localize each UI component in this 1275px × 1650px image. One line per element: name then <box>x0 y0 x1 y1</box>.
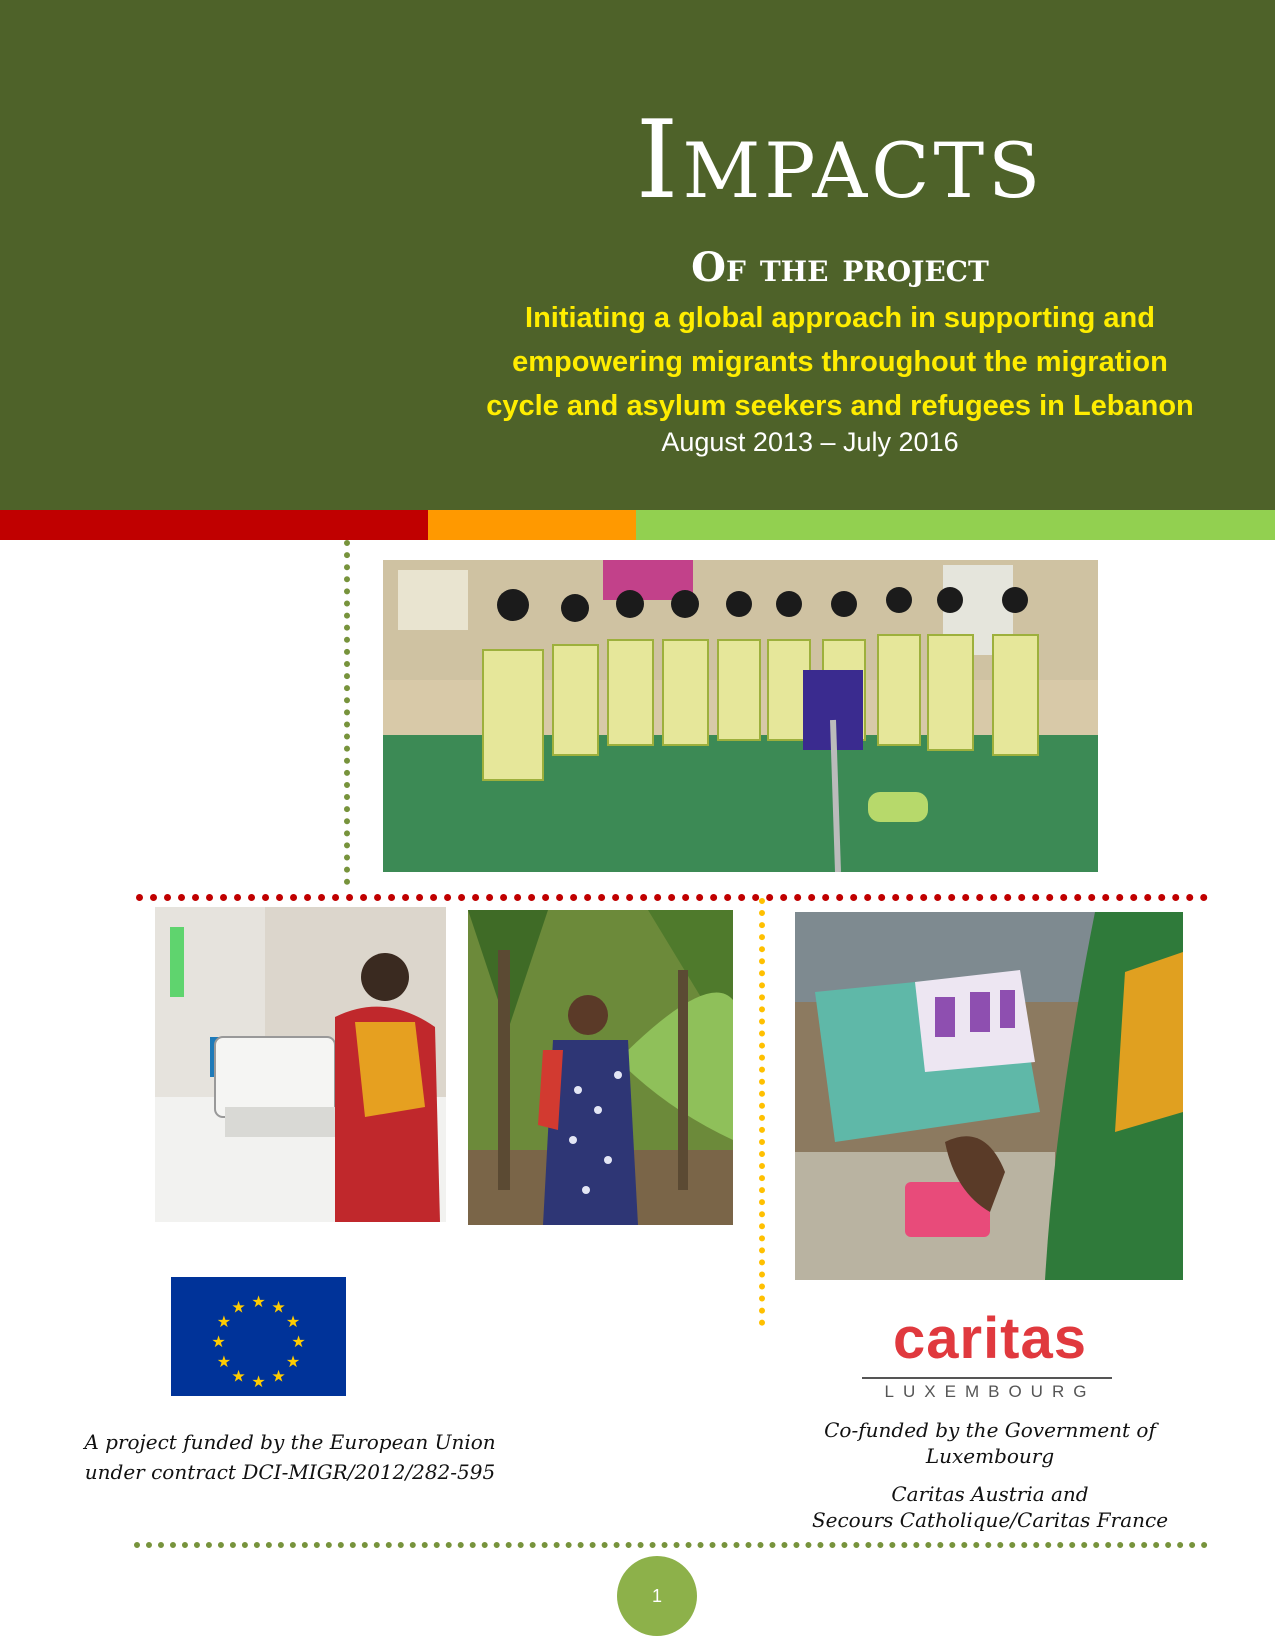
svg-text:★: ★ <box>285 1312 301 1331</box>
eu-stars <box>171 1277 346 1396</box>
svg-text:★: ★ <box>231 1297 246 1317</box>
booklet-photo <box>795 912 1183 1280</box>
divider-vertical-green <box>344 540 350 885</box>
training-group-photo <box>383 560 1098 872</box>
svg-text:★: ★ <box>251 1372 266 1391</box>
divider-horizontal-red <box>136 894 1208 901</box>
description-line: Initiating a global approach in supporting and <box>525 302 1155 334</box>
svg-text:★: ★ <box>271 1297 286 1317</box>
svg-text:★: ★ <box>291 1332 306 1351</box>
stripe-green <box>636 510 1275 540</box>
date-range: August 2013 – July 2016 <box>661 427 959 457</box>
svg-text:★: ★ <box>231 1366 246 1386</box>
stripe-red <box>0 510 428 540</box>
svg-text:★: ★ <box>285 1352 301 1371</box>
caritas-logo-rule <box>862 1377 1112 1379</box>
cofunding-caption <box>760 1417 1220 1533</box>
svg-text:★: ★ <box>216 1352 232 1371</box>
caritas-logo-country: LUXEMBOURG <box>884 1382 1096 1401</box>
cofunding-line: Caritas Austria and <box>891 1482 1089 1506</box>
svg-text:★: ★ <box>271 1366 286 1386</box>
stripe-orange <box>428 510 636 540</box>
sewing-machine-photo <box>155 907 446 1222</box>
page-number: 1 <box>617 1556 697 1636</box>
eu-caption-line: A project funded by the European Union <box>84 1430 496 1454</box>
eu-flag-icon <box>171 1277 346 1396</box>
caritas-logo-word: caritas <box>892 1306 1088 1371</box>
page-title: Impacts <box>635 98 1045 223</box>
svg-text:★: ★ <box>216 1312 232 1331</box>
svg-text:★: ★ <box>211 1332 226 1351</box>
project-description <box>440 296 1240 428</box>
svg-text:★: ★ <box>251 1292 266 1311</box>
divider-vertical-orange <box>759 898 765 1326</box>
description-line: cycle and asylum seekers and refugees in Lebanon <box>486 390 1194 422</box>
eu-caption-line: under contract DCI-MIGR/2012/282-595 <box>84 1460 496 1484</box>
cofunding-line: Co-funded by the Government of Luxembourg <box>824 1418 1156 1468</box>
cofunding-line: Secours Catholique/Caritas France <box>811 1508 1169 1532</box>
banana-plantation-photo <box>468 910 733 1225</box>
eu-funding-caption <box>60 1427 520 1487</box>
divider-horizontal-green <box>134 1542 1208 1548</box>
page-subtitle: Of the project <box>691 244 989 291</box>
description-line: empowering migrants throughout the migration <box>512 346 1168 378</box>
